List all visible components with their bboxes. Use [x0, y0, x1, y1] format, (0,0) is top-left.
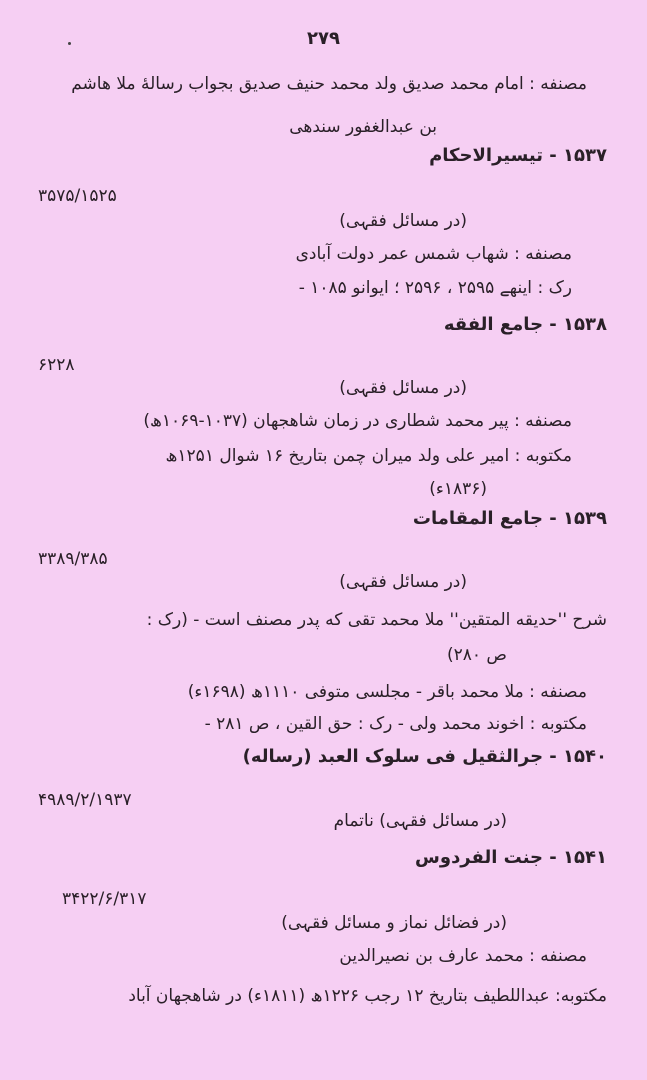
entry-1537-subject: (در مسائل فقہی) — [339, 211, 467, 231]
entry-1540-title: ۱۵۴۰ - جرالثقیل فی سلوک العبد (رساله) — [242, 746, 607, 767]
entry-1540-ref: ۴۹۸۹/۲/۱۹۳۷ — [38, 790, 132, 810]
entry-1539-scribe: مکتوبه : اخوند محمد ولی - رک : حق القین ، ص ۲۸۱ - — [204, 714, 587, 734]
author-line-cont: بن عبدالغفور سندھی — [289, 117, 437, 137]
entry-1540-subject: (در مسائل فقہی) ناتمام — [333, 811, 507, 831]
entry-1537-author: مصنفه : شهاب شمس عمر دولت آبادی — [295, 244, 572, 264]
entry-1539-author: مصنفه : ملا محمد باقر - مجلسی متوفی ۱۱۱۰ھ (۱۶۹۸ء) — [187, 682, 587, 702]
entry-1539-title: ۱۵۳۹ - جامع المقامات — [412, 508, 607, 529]
entry-1538-scribe: مکتوبه : امیر علی ولد میران چمن بتاریخ ۱۶ شوال ۱۲۵۱ھ — [165, 446, 572, 466]
entry-1541-scribe: مکتوبه: عبداللطیف بتاریخ ۱۲ رجب ۱۲۲۶ھ (۱۸۱۱ء) در شاهجهان آباد — [128, 986, 607, 1006]
entry-1538-subject: (در مسائل فقہی) — [339, 378, 467, 398]
entry-1538-author: مصنفه : پیر محمد شطاری در زمان شاهجهان (۱۰۳۷-۱۰۶۹ھ) — [143, 411, 572, 431]
entry-1537-ref: ۳۵۷۵/۱۵۲۵ — [38, 186, 117, 206]
entry-1538-scribe-cont: (۱۸۳۶ء) — [429, 479, 487, 499]
entry-1541-title: ۱۵۴۱ - جنت الفردوس — [415, 847, 607, 868]
entry-1539-ref: ۳۳۸۹/۳۸۵ — [38, 549, 108, 569]
entry-1541-author: مصنفه : محمد عارف بن نصیرالدین — [339, 946, 587, 966]
entry-1541-ref: ۳۴۲۲/۶/۳۱۷ — [62, 889, 147, 909]
entry-1538-title: ۱۵۳۸ - جامع الفقه — [443, 314, 607, 335]
entry-1539-subject: (در مسائل فقہی) — [339, 572, 467, 592]
entry-1537-rk: رک : اینھے ۲۵۹۵ ، ۲۵۹۶ ؛ ایوانو ۱۰۸۵ - — [298, 278, 572, 298]
author-line: مصنفه : امام محمد صدیق ولد محمد حنیف صدیق بجواب رسالهٔ ملا هاشم — [71, 74, 587, 94]
entry-1539-desc-cont: ص ۲۸۰) — [446, 645, 507, 665]
entry-1539-desc: شرح ''حدیقه المتقین'' ملا محمد تقی که پدر مصنف است - (رک : — [146, 610, 607, 630]
page-number: ۲۷۹ — [307, 28, 340, 49]
entry-1541-subject: (در فضائل نماز و مسائل فقہی) — [281, 913, 507, 933]
entry-1537-title: ۱۵۳۷ - تیسیرالاحکام — [429, 145, 607, 166]
entry-1538-ref: ۶۲۲۸ — [38, 355, 75, 375]
